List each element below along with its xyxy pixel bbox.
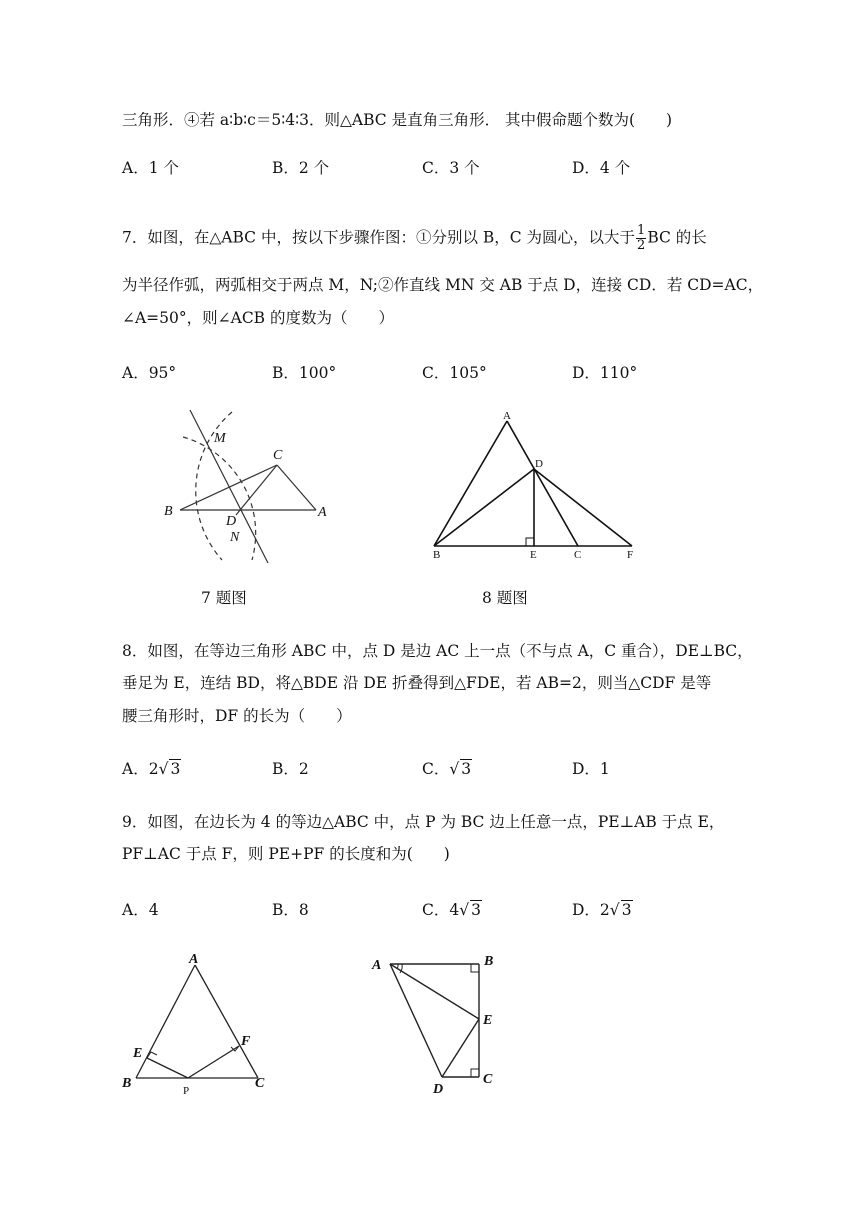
q9-option-d-prefix: D．2 — [572, 901, 610, 919]
q6-option-d: D．4 个 — [572, 159, 631, 177]
fig10-label-d: D — [433, 1082, 444, 1097]
fig9-segment-ba — [136, 965, 195, 1078]
fig8-label-b: B — [433, 549, 441, 561]
q8-option-a-prefix: A．2 — [122, 760, 159, 778]
fig8-caption: 8 题图 — [482, 589, 528, 607]
q9-option-d-radicand: 3 — [621, 901, 632, 919]
fig8-label-f: F — [627, 549, 634, 561]
fig9-label-f: F — [241, 1034, 251, 1049]
q7-line-2: 为半径作弧，两弧相交于两点 M，N;②作直线 MN 交 AB 于点 D，连接 CD．若 CD=AC， — [122, 276, 764, 294]
q9-option-b: B．8 — [272, 901, 309, 919]
q7-option-c: C．105° — [422, 364, 487, 382]
q9-option-a: A．4 — [122, 901, 159, 919]
fig10-label-a: A — [372, 958, 382, 973]
q8-option-a-radicand: 3 — [170, 760, 181, 778]
q8-line-2: 垂足为 E，连结 BD，将△BDE 沿 DE 折叠得到△FDE，若 AB=2，则当△CDF 是等 — [122, 674, 712, 692]
q8-option-c-radicand: 3 — [461, 760, 472, 778]
fig7-label-a: A — [318, 505, 327, 520]
fig9-label-c: C — [255, 1076, 265, 1091]
fig7-label-c: C — [273, 448, 283, 463]
q7-option-a: A．95° — [122, 364, 177, 382]
fig7-caption: 7 题图 — [201, 589, 247, 607]
fig10-label-b: B — [484, 954, 494, 969]
q7-line-1-end: BC 的长 — [647, 228, 707, 247]
fig7-label-m: M — [214, 431, 226, 446]
fig10-segment-de — [442, 1019, 479, 1077]
q6-option-b: B．2 个 — [272, 159, 330, 177]
q6-option-a: A．1 个 — [122, 159, 179, 177]
fig10-label-e: E — [483, 1013, 493, 1028]
fig9-segment-pe — [147, 1058, 188, 1078]
fig9-label-e: E — [133, 1046, 143, 1061]
q7-line-3: ∠A=50°，则∠ACB 的度数为（ ） — [122, 309, 395, 327]
fig10-segment-ad — [390, 964, 442, 1077]
q9-option-c: C．4√ 3 — [422, 901, 481, 919]
q8-option-c-prefix: C． — [422, 760, 450, 778]
fig7-label-n: N — [230, 530, 240, 545]
q6-option-c: C．3 个 — [422, 159, 480, 177]
q9-option-c-radicand: 3 — [471, 901, 481, 919]
fig8-label-e: E — [530, 549, 537, 561]
q9-line-2: PF⊥AC 于点 F，则 PE+PF 的长度和为( ) — [122, 845, 450, 863]
fig9-label-p: P — [183, 1085, 190, 1097]
fig10-label-c: C — [483, 1072, 493, 1087]
q8-option-c: C．√ 3 — [422, 760, 472, 778]
q9-option-c-prefix: C．4 — [422, 901, 460, 919]
fig7-label-b: B — [164, 504, 173, 519]
q9-option-d: D．2√ 3 — [572, 901, 632, 919]
q8-line-1: 8．如图，在等边三角形 ABC 中，点 D 是边 AC 上一点（不与点 A，C 重合），DE⊥BC， — [122, 642, 753, 660]
fraction-denominator: 2 — [637, 238, 646, 253]
q8-option-b: B．2 — [272, 760, 309, 778]
fig9-segment-ac — [195, 965, 258, 1078]
fig10-angle-mark-1 — [397, 964, 398, 969]
fig9-label-a: A — [189, 952, 199, 967]
fig8-label-a: A — [503, 410, 511, 422]
fig9-label-b: B — [122, 1076, 132, 1091]
fig7-label-d: D — [226, 514, 237, 529]
fig9-segment-pf — [188, 1046, 239, 1078]
q6-text: 三角形．④若 a∶b∶c＝5∶4∶3．则△ABC 是直角三角形． 其中假命题个数为( ) — [122, 111, 673, 129]
q7-option-b: B．100° — [272, 364, 337, 382]
q8-option-d: D．1 — [572, 760, 610, 778]
fig8-label-d: D — [535, 458, 543, 470]
q8-option-a: A．2√ 3 — [122, 760, 181, 778]
q7-line-1-text: 7．如图，在△ABC 中，按以下步骤作图：①分别以 B，C 为圆心，以大于 — [122, 228, 636, 247]
q8-line-3: 腰三角形时，DF 的长为（ ） — [122, 707, 352, 725]
fraction-numerator: 1 — [637, 223, 646, 238]
q9-line-1: 9．如图，在边长为 4 的等边△ABC 中，点 P 为 BC 边上任意一点，PE⊥AB 于点 E， — [122, 813, 725, 831]
fig10-right-angle-b — [471, 964, 479, 972]
q7-option-d: D．110° — [572, 364, 638, 382]
fig10-right-angle-c — [471, 1069, 479, 1077]
fig8-label-c: C — [574, 549, 582, 561]
